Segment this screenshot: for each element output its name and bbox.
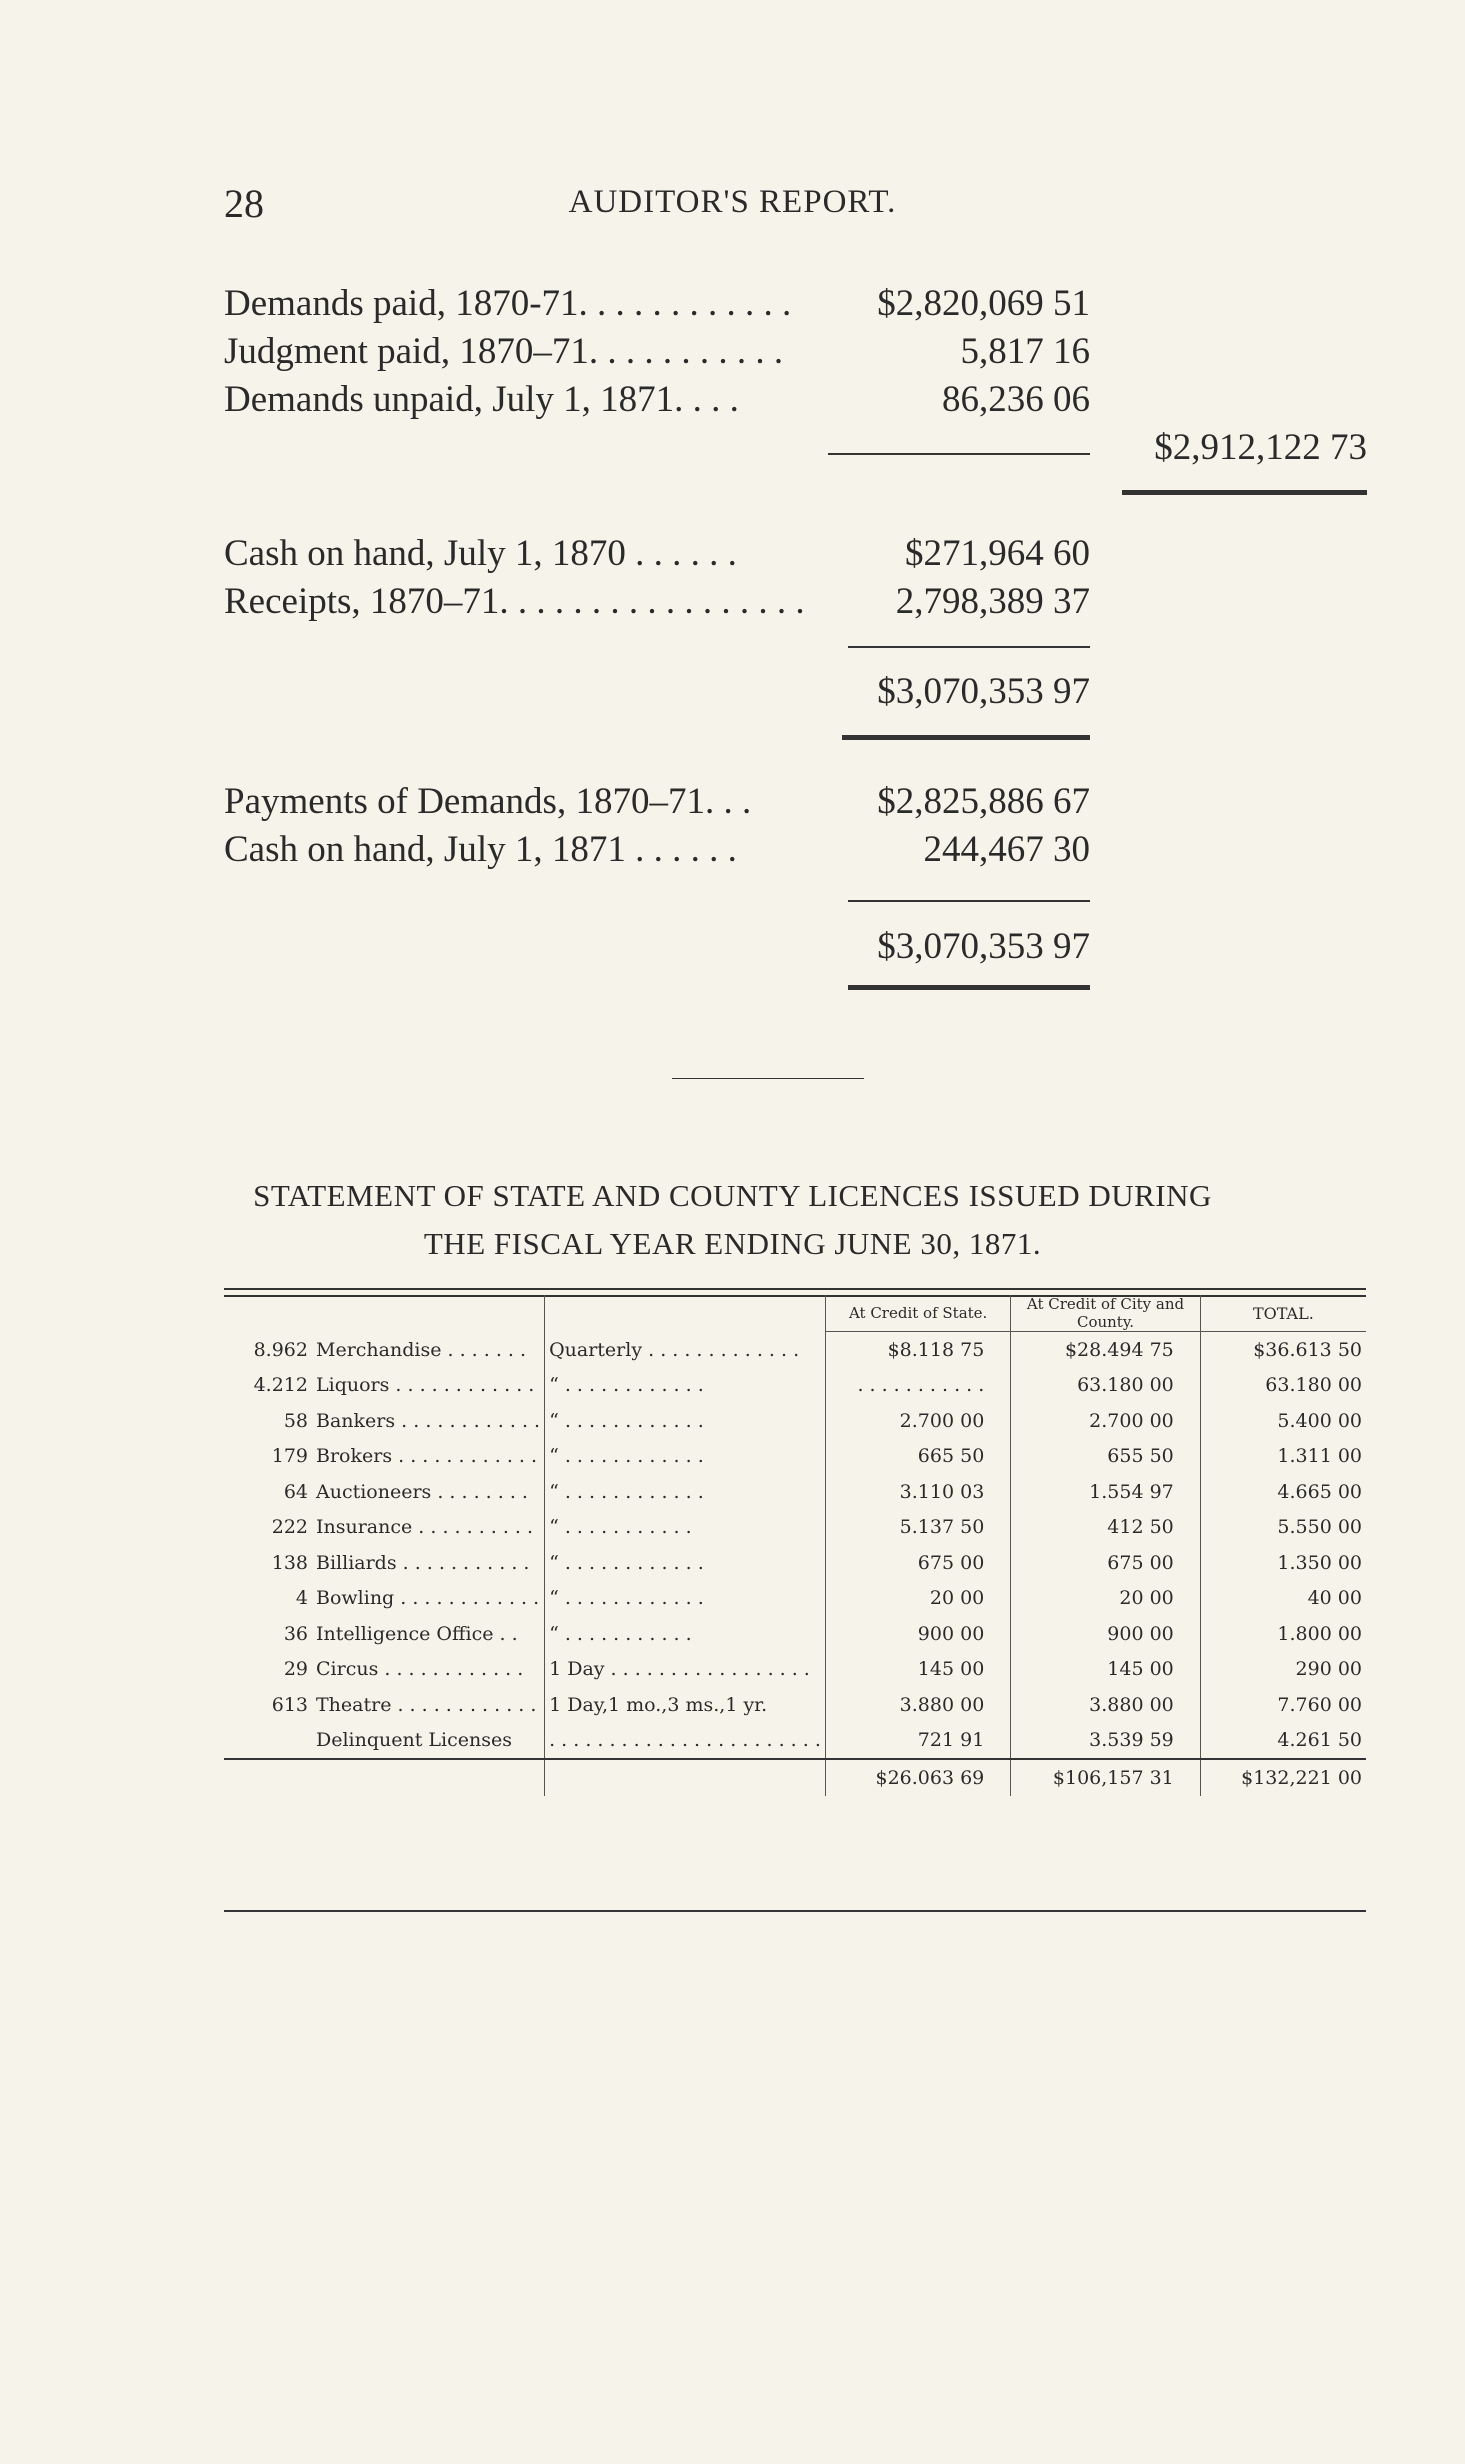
- totals-state: $26.063 69: [825, 1759, 1010, 1796]
- row-total: 1.350 00: [1200, 1545, 1366, 1581]
- table-row: [224, 1723, 1366, 1760]
- row-licence: [224, 1439, 545, 1475]
- demands-row-label: Demands paid, 1870-71. . . . . . . . . . . .: [224, 283, 792, 324]
- row-name: Brokers . . . . . . . . . . . .: [316, 1445, 538, 1468]
- double-rule: [842, 735, 1090, 740]
- row-total: 4.261 50: [1200, 1723, 1366, 1760]
- subtotal-rule: [848, 646, 1090, 648]
- row-city: 2.700 00: [1011, 1403, 1200, 1439]
- row-total: 40 00: [1200, 1581, 1366, 1617]
- row-term: “ . . . . . . . . . . . .: [545, 1439, 826, 1475]
- payments-row-label: Payments of Demands, 1870–71. . .: [224, 781, 752, 822]
- row-total: $36.613 50: [1200, 1332, 1366, 1368]
- row-state: 145 00: [825, 1652, 1010, 1688]
- table-bottom-rule: [224, 1910, 1366, 1912]
- table-row: [224, 1652, 1366, 1688]
- totals-blank: [545, 1759, 826, 1796]
- table-row: [224, 1510, 1366, 1546]
- row-licence: [224, 1687, 545, 1723]
- demands-row: [0, 378, 1465, 424]
- payments-row: [0, 780, 1465, 826]
- header-blank: [224, 1295, 545, 1332]
- row-total: 5.550 00: [1200, 1510, 1366, 1546]
- header-blank: [545, 1295, 826, 1332]
- totals-city: $106,157 31: [1011, 1759, 1200, 1796]
- payments-row: [0, 828, 1465, 874]
- cash-row-amount: $271,964 60: [905, 533, 1090, 574]
- demands-row: [0, 330, 1465, 376]
- row-licence: [224, 1545, 545, 1581]
- row-city: 1.554 97: [1011, 1474, 1200, 1510]
- row-city: 412 50: [1011, 1510, 1200, 1546]
- row-term: “ . . . . . . . . . . . .: [545, 1545, 826, 1581]
- row-term: “ . . . . . . . . . . . .: [545, 1368, 826, 1404]
- double-rule: [1122, 490, 1367, 495]
- row-state: 3.110 03: [825, 1474, 1010, 1510]
- row-qty: 29: [283, 1658, 308, 1681]
- row-qty: 58: [283, 1409, 308, 1432]
- row-state: 900 00: [825, 1616, 1010, 1652]
- row-city: 900 00: [1011, 1616, 1200, 1652]
- cash-total-row: [0, 670, 1465, 716]
- licence-table: [224, 1295, 1366, 1796]
- row-qty: 64: [283, 1480, 308, 1503]
- row-qty: 138: [271, 1551, 308, 1574]
- row-city: $28.494 75: [1011, 1332, 1200, 1368]
- cash-row-label: Cash on hand, July 1, 1870 . . . . . .: [224, 533, 737, 574]
- payments-row-label: Cash on hand, July 1, 1871 . . . . . .: [224, 829, 737, 870]
- cash-row-label: Receipts, 1870–71. . . . . . . . . . . . . . . . .: [224, 581, 805, 622]
- row-state: . . . . . . . . . . .: [825, 1368, 1010, 1404]
- table-row: [224, 1368, 1366, 1404]
- demands-total: $2,912,122 73: [1154, 427, 1367, 468]
- row-state: 3.880 00: [825, 1687, 1010, 1723]
- totals-total: $132,221 00: [1200, 1759, 1366, 1796]
- row-term: “ . . . . . . . . . . .: [545, 1510, 826, 1546]
- statement-title-line1: STATEMENT OF STATE AND COUNTY LICENCES ISSUED DURING: [253, 1178, 1212, 1213]
- table-top-rule: [224, 1288, 1366, 1290]
- row-state: 665 50: [825, 1439, 1010, 1475]
- row-licence: [224, 1723, 545, 1760]
- row-name: Bowling . . . . . . . . . . . .: [316, 1587, 540, 1610]
- row-total: 5.400 00: [1200, 1403, 1366, 1439]
- demands-row-amount: $2,820,069 51: [877, 283, 1090, 324]
- demands-row: [0, 282, 1465, 328]
- row-qty: 8.962: [253, 1338, 308, 1361]
- row-term: . . . . . . . . . . . . . . . . . . . . . . .: [545, 1723, 826, 1760]
- row-city: 675 00: [1011, 1545, 1200, 1581]
- row-city: 145 00: [1011, 1652, 1200, 1688]
- row-name: Intelligence Office . .: [316, 1622, 518, 1645]
- row-term: “ . . . . . . . . . . . .: [545, 1581, 826, 1617]
- table-row: [224, 1581, 1366, 1617]
- row-qty: 4: [295, 1587, 308, 1610]
- row-qty: 179: [271, 1445, 308, 1468]
- row-licence: [224, 1510, 545, 1546]
- payments-total-row: [0, 925, 1465, 971]
- row-name: Circus . . . . . . . . . . . .: [316, 1658, 524, 1681]
- row-name: Theatre . . . . . . . . . . . .: [316, 1693, 537, 1716]
- row-city: 3.880 00: [1011, 1687, 1200, 1723]
- page-header-title: AUDITOR'S REPORT.: [568, 184, 897, 220]
- row-state: 5.137 50: [825, 1510, 1010, 1546]
- table-row: [224, 1687, 1366, 1723]
- row-term: 1 Day . . . . . . . . . . . . . . . . .: [545, 1652, 826, 1688]
- payments-row-amount: $2,825,886 67: [877, 781, 1090, 822]
- totals-blank: [224, 1759, 545, 1796]
- payments-total: $3,070,353 97: [877, 926, 1090, 967]
- row-state: 675 00: [825, 1545, 1010, 1581]
- row-total: 290 00: [1200, 1652, 1366, 1688]
- subtotal-rule: [848, 900, 1090, 902]
- row-licence: [224, 1403, 545, 1439]
- table-row: [224, 1332, 1366, 1368]
- statement-title-line2: THE FISCAL YEAR ENDING JUNE 30, 1871.: [423, 1226, 1042, 1261]
- col-city-header: At Credit of City and County.: [1011, 1295, 1200, 1332]
- row-city: 63.180 00: [1011, 1368, 1200, 1404]
- row-term: “ . . . . . . . . . . . .: [545, 1474, 826, 1510]
- row-licence: [224, 1332, 545, 1368]
- row-total: 4.665 00: [1200, 1474, 1366, 1510]
- row-name: Delinquent Licenses: [316, 1729, 512, 1752]
- page-number: 28: [224, 181, 264, 226]
- demands-row-label: Judgment paid, 1870–71. . . . . . . . . . .: [224, 331, 784, 372]
- row-name: Insurance . . . . . . . . . .: [316, 1516, 534, 1539]
- table-row: [224, 1545, 1366, 1581]
- row-name: Liquors . . . . . . . . . . . .: [316, 1374, 535, 1397]
- row-name: Merchandise . . . . . . .: [316, 1338, 527, 1361]
- row-total: 1.311 00: [1200, 1439, 1366, 1475]
- row-state: 20 00: [825, 1581, 1010, 1617]
- row-state: $8.118 75: [825, 1332, 1010, 1368]
- row-qty: 613: [271, 1693, 308, 1716]
- row-qty: 36: [283, 1622, 308, 1645]
- row-licence: [224, 1581, 545, 1617]
- cash-row: [0, 532, 1465, 578]
- row-qty: 4.212: [253, 1374, 308, 1397]
- row-term: “ . . . . . . . . . . .: [545, 1616, 826, 1652]
- row-licence: [224, 1474, 545, 1510]
- row-state: 2.700 00: [825, 1403, 1010, 1439]
- row-term: 1 Day,1 mo.,3 ms.,1 yr.: [545, 1687, 826, 1723]
- row-city: 3.539 59: [1011, 1723, 1200, 1760]
- row-qty: 222: [271, 1516, 308, 1539]
- row-licence: [224, 1616, 545, 1652]
- row-name: Bankers . . . . . . . . . . . .: [316, 1409, 541, 1432]
- cash-row-amount: 2,798,389 37: [895, 581, 1090, 622]
- table-totals-row: [224, 1759, 1366, 1796]
- table-header-row: [224, 1295, 1366, 1332]
- demands-row-amount: 5,817 16: [960, 331, 1090, 372]
- row-city: 20 00: [1011, 1581, 1200, 1617]
- row-city: 655 50: [1011, 1439, 1200, 1475]
- double-rule: [848, 985, 1090, 990]
- table-row: [224, 1403, 1366, 1439]
- table-row: [224, 1439, 1366, 1475]
- table-row: [224, 1474, 1366, 1510]
- col-state-header: At Credit of State.: [825, 1295, 1010, 1332]
- demands-row-amount: 86,236 06: [942, 379, 1090, 420]
- row-total: 63.180 00: [1200, 1368, 1366, 1404]
- row-total: 7.760 00: [1200, 1687, 1366, 1723]
- demands-row-label: Demands unpaid, July 1, 1871. . . .: [224, 379, 739, 420]
- payments-row-amount: 244,467 30: [923, 829, 1090, 870]
- table-row: [224, 1616, 1366, 1652]
- section-divider: [672, 1078, 864, 1079]
- row-term: Quarterly . . . . . . . . . . . . .: [545, 1332, 826, 1368]
- row-name: Auctioneers . . . . . . . .: [316, 1480, 528, 1503]
- cash-total: $3,070,353 97: [877, 671, 1090, 712]
- demands-total-row: [0, 426, 1465, 472]
- row-term: “ . . . . . . . . . . . .: [545, 1403, 826, 1439]
- row-name: Billiards . . . . . . . . . . .: [316, 1551, 530, 1574]
- row-licence: [224, 1368, 545, 1404]
- row-total: 1.800 00: [1200, 1616, 1366, 1652]
- cash-row: [0, 580, 1465, 626]
- col-total-header: TOTAL.: [1200, 1295, 1366, 1332]
- row-state: 721 91: [825, 1723, 1010, 1760]
- row-licence: [224, 1652, 545, 1688]
